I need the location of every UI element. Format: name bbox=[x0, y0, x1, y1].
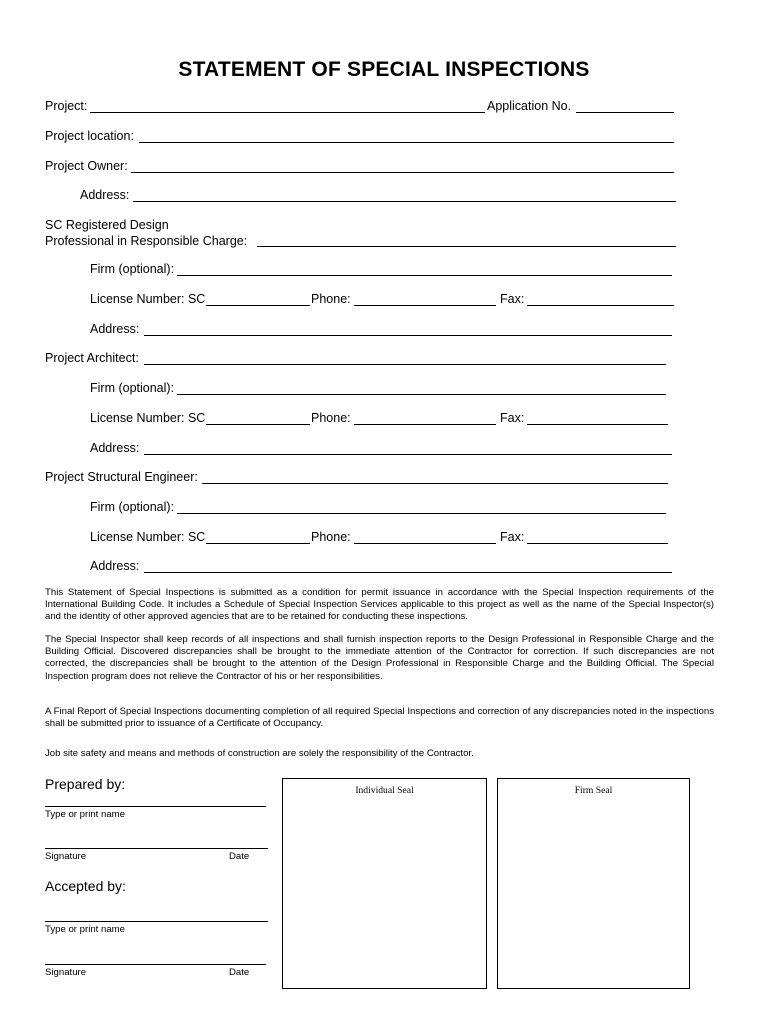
rdp-firm-label: Firm (optional): bbox=[90, 262, 175, 276]
rdp-license-field[interactable] bbox=[206, 305, 310, 306]
prepared-name-field[interactable] bbox=[45, 806, 266, 807]
project-architect-field[interactable] bbox=[144, 364, 666, 365]
engineer-firm-field[interactable] bbox=[177, 513, 666, 514]
rdp-address-field[interactable] bbox=[144, 335, 672, 336]
firm-seal-box[interactable] bbox=[497, 778, 690, 989]
engineer-license-field[interactable] bbox=[206, 543, 310, 544]
accepted-date-caption: Date bbox=[229, 967, 250, 978]
architect-address-field[interactable] bbox=[144, 454, 672, 455]
sc-registered-label-2: Professional in Responsible Charge: bbox=[45, 234, 248, 248]
project-location-label: Project location: bbox=[45, 129, 134, 143]
architect-phone-field[interactable] bbox=[354, 424, 496, 425]
rdp-firm-field[interactable] bbox=[177, 275, 672, 276]
paragraph-final-report: A Final Report of Special Inspections documenting completion of all required Special Inspections and correction of any discrepancies noted in the inspections shall be submitted prior to issuance of a Certificate of Occupancy. bbox=[45, 706, 714, 730]
owner-address-field[interactable] bbox=[133, 201, 676, 202]
engineer-license-label: License Number: SC bbox=[90, 530, 206, 544]
accepted-name-caption: Type or print name bbox=[45, 924, 125, 935]
individual-seal-label: Individual Seal bbox=[355, 785, 414, 796]
accepted-by-heading: Accepted by: bbox=[45, 878, 126, 894]
paragraph-records: The Special Inspector shall keep records of all inspections and shall furnish inspection reports to the Design Professional in Responsible Charge and the Building Official. Discovered discrepancies shall be brought to the immediate attention of the Contractor for correction. If such discrepancies are not corrected, the discrepancies shall be brought to the attention of the Design Professional in Responsible Charge and the Building Official. The Special Inspection program does not relieve the Contractor of his or her responsibilities. bbox=[45, 634, 714, 682]
page-title: STATEMENT OF SPECIAL INSPECTIONS bbox=[178, 58, 590, 81]
accepted-name-field[interactable] bbox=[45, 921, 268, 922]
engineer-phone-field[interactable] bbox=[354, 543, 496, 544]
architect-firm-field[interactable] bbox=[177, 394, 666, 395]
prepared-date-caption: Date bbox=[229, 851, 250, 862]
project-architect-label: Project Architect: bbox=[45, 351, 139, 365]
structural-engineer-label: Project Structural Engineer: bbox=[45, 470, 198, 484]
rdp-fax-label: Fax: bbox=[500, 292, 525, 306]
prepared-by-heading: Prepared by: bbox=[45, 776, 126, 792]
rdp-phone-field[interactable] bbox=[354, 305, 496, 306]
project-label: Project: bbox=[45, 99, 88, 113]
rdp-fax-field[interactable] bbox=[527, 305, 674, 306]
architect-address-label: Address: bbox=[90, 441, 140, 455]
structural-engineer-field[interactable] bbox=[202, 483, 668, 484]
application-no-field[interactable] bbox=[576, 112, 674, 113]
architect-license-field[interactable] bbox=[206, 424, 310, 425]
accepted-signature-caption: Signature bbox=[45, 967, 87, 978]
paragraph-permit-condition: This Statement of Special Inspections is submitted as a condition for permit issuance in accordance with the Special Inspection requirements of the International Building Code. It includes a Schedule of Special Inspection Services applicable to this project as well as the name of the Special Inspector(s) and the identity of other approved agencies that are to be retained for conducting these inspections. bbox=[45, 587, 714, 623]
project-location-field[interactable] bbox=[139, 142, 674, 143]
owner-address-label: Address: bbox=[80, 188, 130, 202]
prepared-name-caption: Type or print name bbox=[45, 809, 125, 820]
architect-license-label: License Number: SC bbox=[90, 411, 206, 425]
accepted-signature-field[interactable] bbox=[45, 964, 266, 965]
project-owner-field[interactable] bbox=[131, 172, 674, 173]
architect-fax-field[interactable] bbox=[527, 424, 668, 425]
project-field[interactable] bbox=[90, 112, 485, 113]
rdp-phone-label: Phone: bbox=[311, 292, 351, 306]
engineer-fax-field[interactable] bbox=[527, 543, 668, 544]
project-owner-label: Project Owner: bbox=[45, 159, 128, 173]
prepared-signature-field[interactable] bbox=[45, 848, 268, 849]
sc-registered-field[interactable] bbox=[257, 246, 676, 247]
paragraph-job-site-safety: Job site safety and means and methods of construction are solely the responsibility of the Contractor. bbox=[45, 748, 474, 759]
engineer-address-field[interactable] bbox=[144, 572, 672, 573]
application-no-label: Application No. bbox=[487, 99, 572, 113]
engineer-address-label: Address: bbox=[90, 559, 140, 573]
prepared-signature-caption: Signature bbox=[45, 851, 87, 862]
individual-seal-box[interactable] bbox=[282, 778, 487, 989]
architect-firm-label: Firm (optional): bbox=[90, 381, 175, 395]
rdp-address-label: Address: bbox=[90, 322, 140, 336]
rdp-license-label: License Number: SC bbox=[90, 292, 206, 306]
engineer-firm-label: Firm (optional): bbox=[90, 500, 175, 514]
architect-phone-label: Phone: bbox=[311, 411, 351, 425]
engineer-fax-label: Fax: bbox=[500, 530, 525, 544]
firm-seal-label: Firm Seal bbox=[574, 785, 613, 796]
engineer-phone-label: Phone: bbox=[311, 530, 351, 544]
architect-fax-label: Fax: bbox=[500, 411, 525, 425]
sc-registered-label-1: SC Registered Design bbox=[45, 218, 169, 232]
